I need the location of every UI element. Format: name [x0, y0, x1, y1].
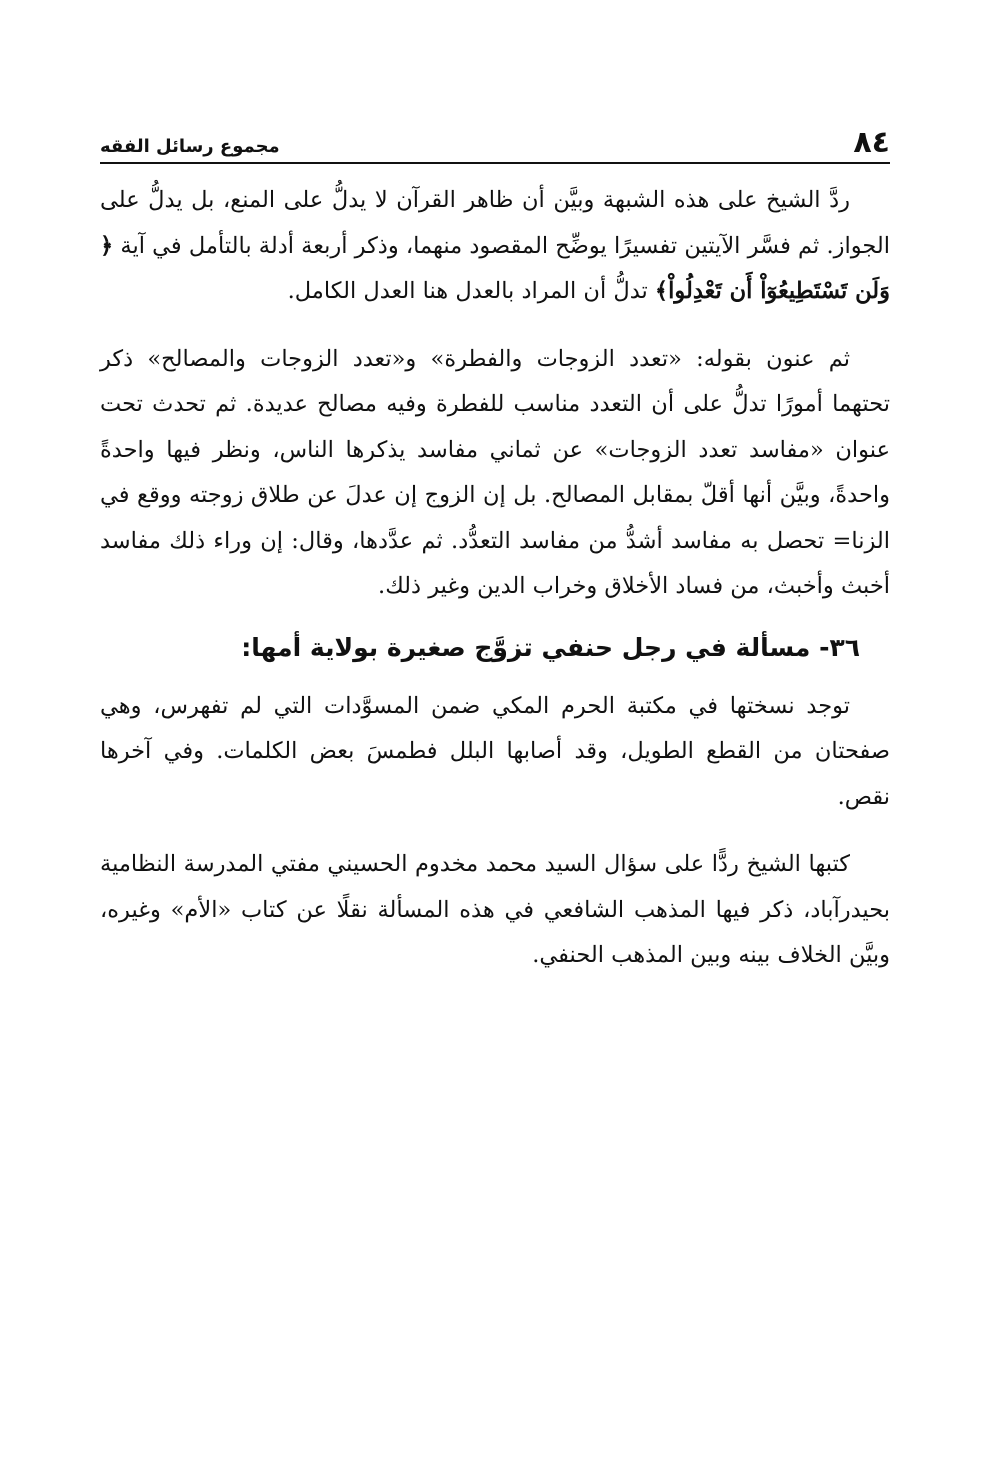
running-title: مجموع رسائل الفقه: [100, 136, 280, 157]
quran-verse-quote: ﴿ وَلَن تَسْتَطِيعُوٓاْ أَن تَعْدِلُواْ﴾: [100, 232, 890, 304]
page-body: [100, 178, 890, 979]
page-number: ٨٤: [853, 125, 890, 160]
page-header: [100, 118, 890, 158]
paragraph-3: توجد نسختها في مكتبة الحرم المكي ضمن المسوَّدات التي لم تفهرس، وهي صفحتان من القطع الطويل، وقد أصابها البلل فطمسَ بعض الكلمات. وفي آخرها نقص.: [100, 692, 890, 810]
paragraph-1-text-start: ردَّ الشيخ على هذه الشبهة وبيَّن أن ظاهر القرآن لا يدلُّ على المنع، بل يدلُّ على الجواز. ثم فسَّر الآيتين تفسيرًا يوضِّح المقصود منهما، وذكر أربعة أدلة بالتأمل في آية: [100, 187, 890, 259]
paragraph-1: [100, 178, 890, 315]
paragraph-1-text-end: تدلُّ أن المراد بالعدل هنا العدل الكامل.: [287, 278, 648, 304]
paragraph-2: ثم عنون بقوله: «تعدد الزوجات والفطرة» و«تعدد الزوجات والمصالح» ذكر تحتهما أمورًا تدلُّ على أن التعدد مناسب للفطرة وفيه مصالح عديدة. ثم تحدث تحت عنوان «مفاسد تعدد الزوجات» عن ثماني مفاسد يذكرها الناس، ونظر فيها واحدةً واحدةً، وبيَّن أنها أقلّ بمقابل المصالح. بل إن الزوج إن عدلَ عن طلاق زوجته ووقع في الزنا= تحصل به مفاسد أشدُّ من مفاسد التعدُّد. ثم عدَّدها، وقال: إن وراء ذلك مفاسد أخبث وأخبث، من فساد الأخلاق وخراب الدين وغير ذلك.: [100, 345, 890, 599]
header-divider: [100, 162, 890, 164]
section-heading: ٣٦- مسألة في رجل حنفي تزوَّج صغيرة بولاية أمها:: [241, 632, 860, 662]
paragraph-4: كتبها الشيخ ردًّا على سؤال السيد محمد مخدوم الحسيني مفتي المدرسة النظامية بحيدرآباد، ذكر فيها المذهب الشافعي في هذه المسألة نقلًا عن كتاب «الأم» وغيره، وبيَّن الخلاف بينه وبين المذهب الحنفي.: [100, 851, 890, 968]
